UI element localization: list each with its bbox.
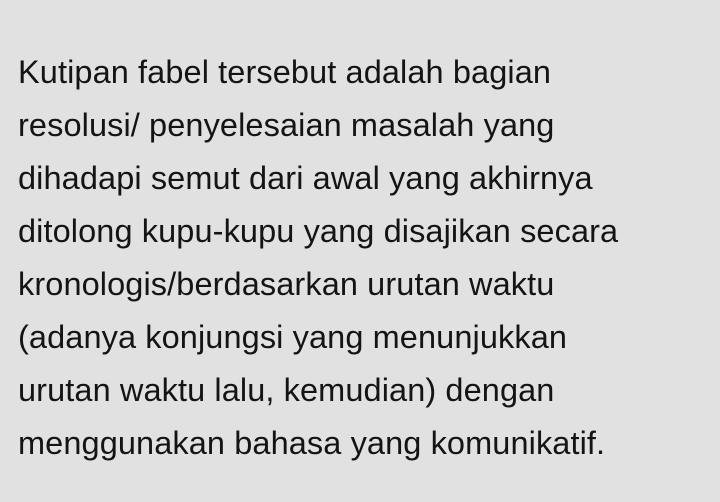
paragraph-line-4: ditolong kupu-kupu yang disajikan secara xyxy=(18,213,619,249)
paragraph-line-8: menggunakan bahasa yang komunikatif. xyxy=(18,425,606,461)
paragraph-line-7: urutan waktu lalu, kemudian) dengan xyxy=(18,372,555,408)
answer-paragraph xyxy=(18,46,708,470)
paragraph-line-5: kronologis/berdasarkan urutan waktu xyxy=(18,266,555,302)
paragraph-line-2: resolusi/ penyelesaian masalah yang xyxy=(18,107,555,143)
paragraph-line-6: (adanya konjungsi yang menunjukkan xyxy=(18,319,568,355)
paragraph-line-3: dihadapi semut dari awal yang akhirnya xyxy=(18,160,593,196)
paragraph-line-1: Kutipan fabel tersebut adalah bagian xyxy=(18,54,552,90)
